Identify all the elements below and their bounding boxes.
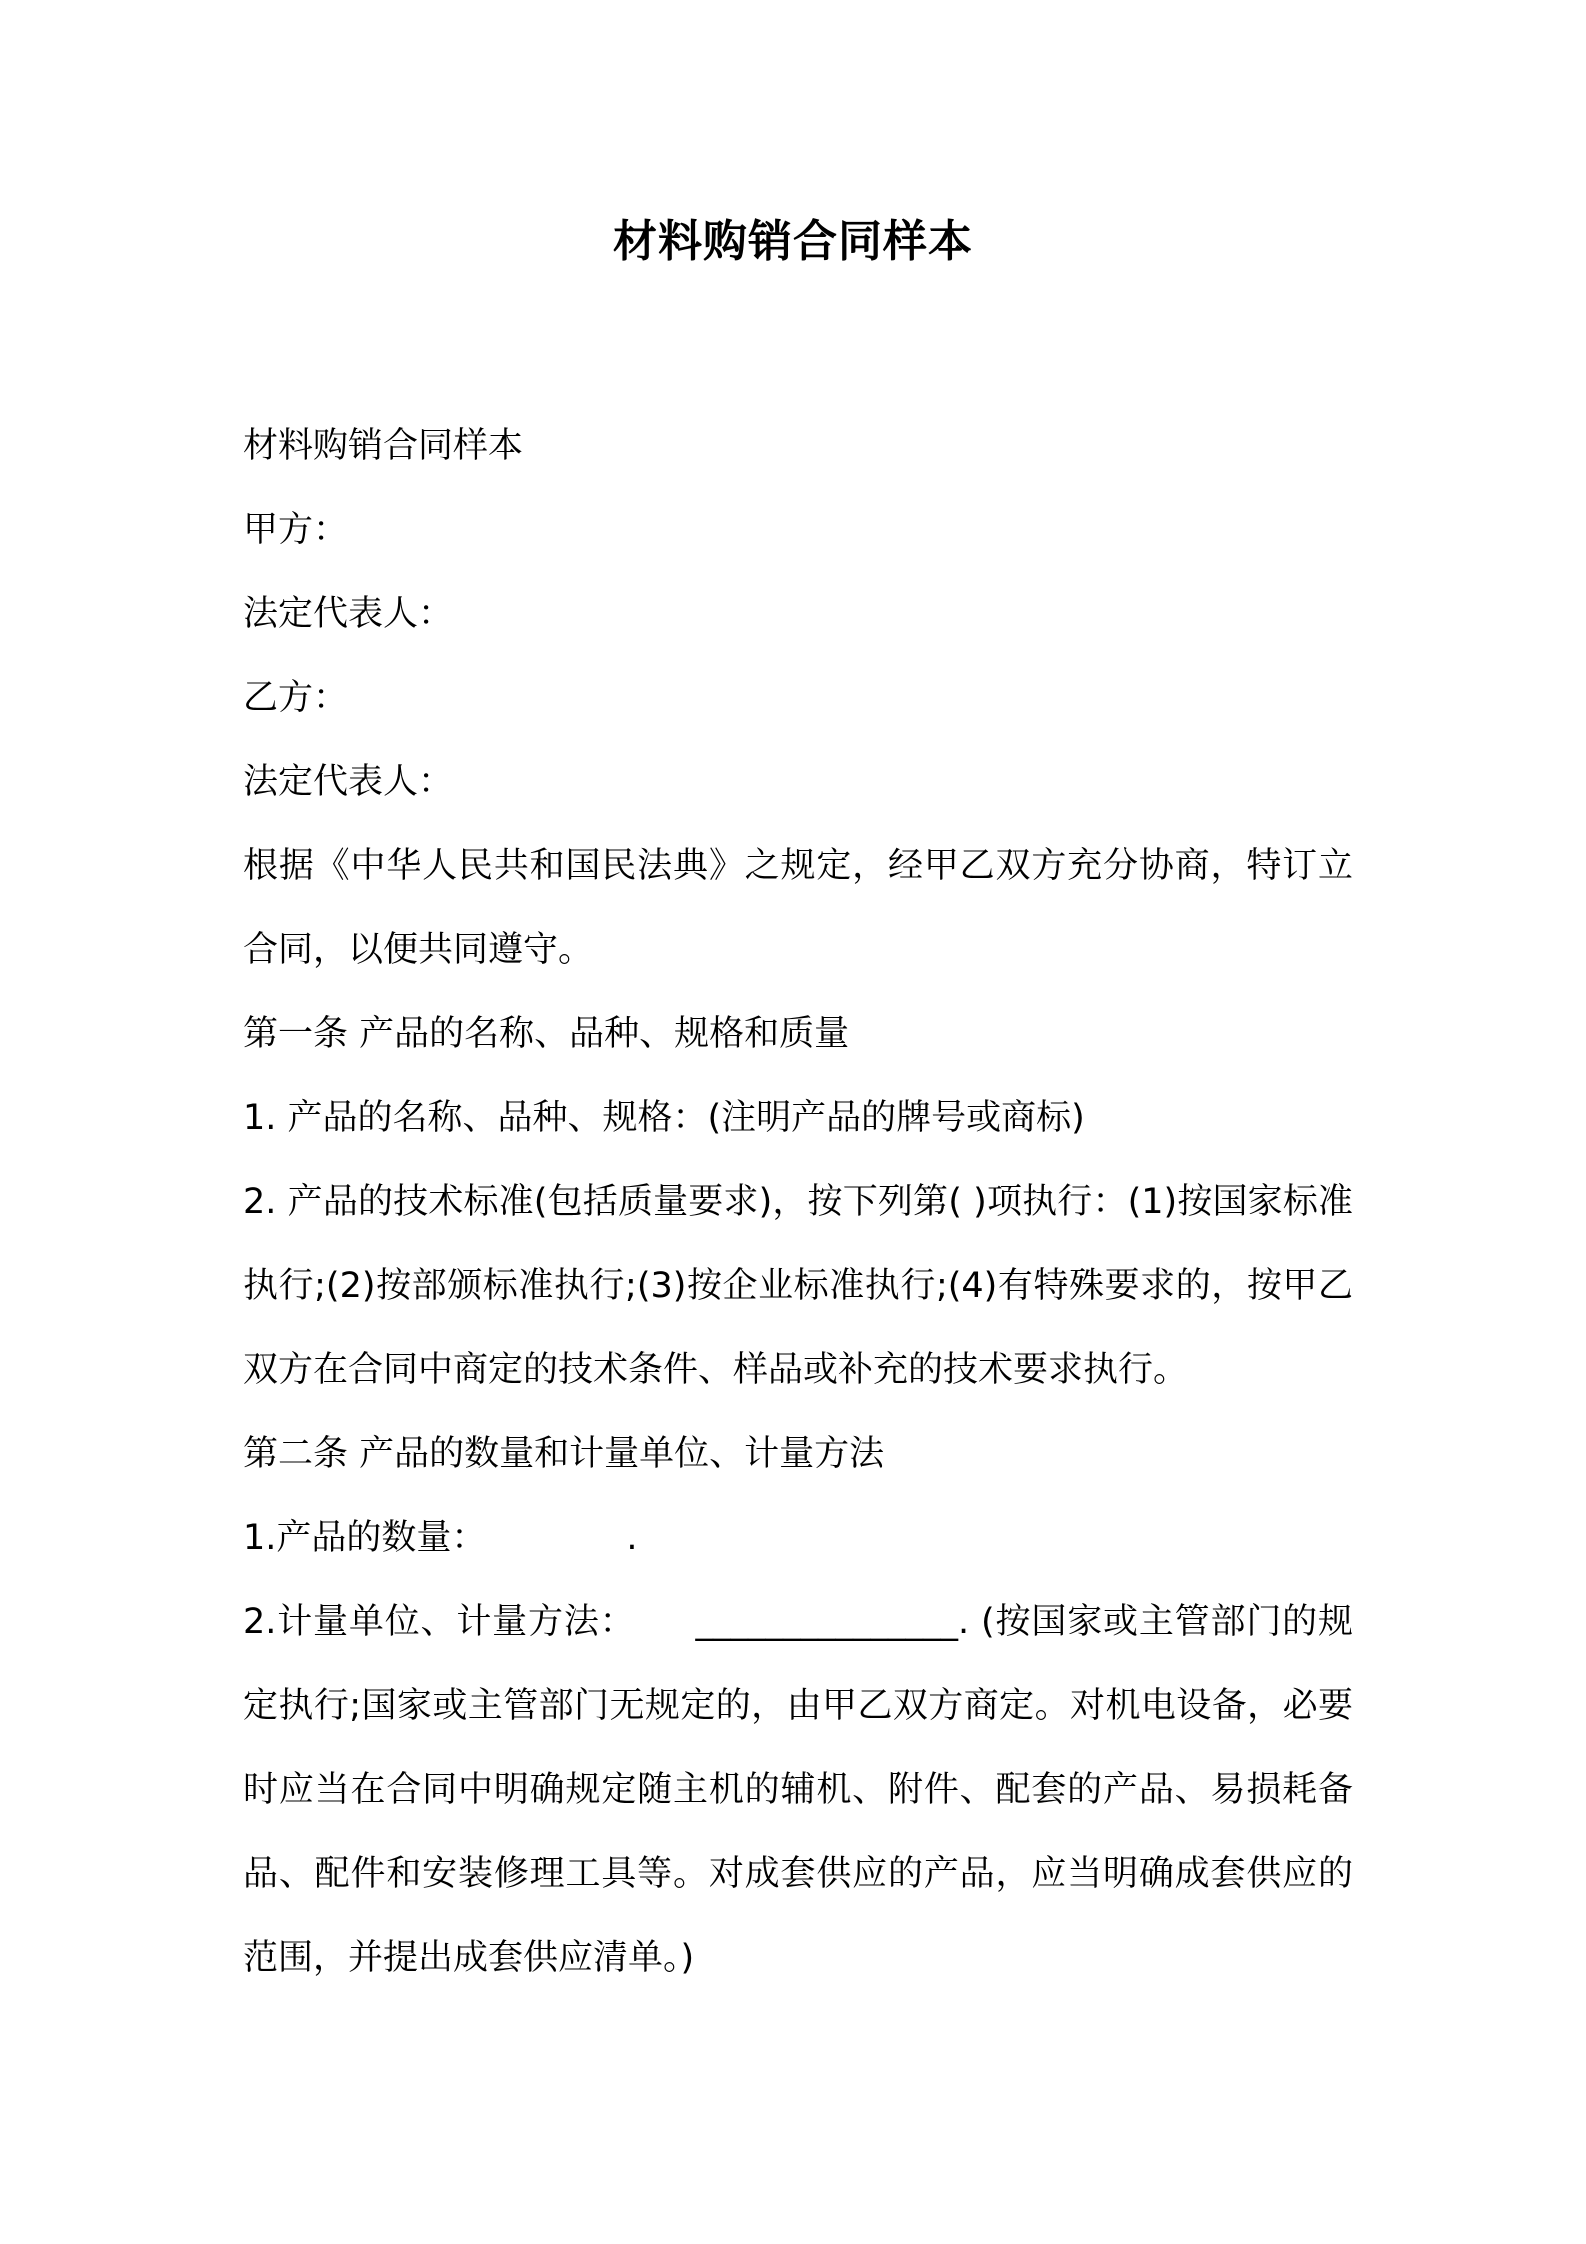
article-1-item-2: 2. 产品的技术标准(包括质量要求)，按下列第( )项执行：(1)按国家标准执行;(2)按部颁标准执行;(3)按企业标准执行;(4)有特殊要求的，按甲乙双方在合同中商定的技术条件、样品或补充的技术要求执行。 (243, 1182, 1353, 1390)
preamble-paragraph: 根据《中华人民共和国民法典》之规定，经甲乙双方充分协商，特订立合同，以便共同遵守。 (243, 846, 1353, 970)
article-2-item-2 (243, 1580, 1353, 2000)
unit-method-label: 2.计量单位、计量方法： (243, 1602, 636, 1642)
party-a-representative-field: 法定代表人： (243, 594, 454, 634)
document-body (243, 404, 1353, 2000)
party-b-representative-field: 法定代表人： (243, 762, 454, 802)
document-title: 材料购销合同样本 (613, 216, 973, 267)
article-1-heading: 第一条 产品的名称、品种、规格和质量 (243, 1014, 850, 1054)
quantity-label: 1.产品的数量： (243, 1518, 487, 1558)
article-1-item-1: 1. 产品的名称、品种、规格：(注明产品的牌号或商标) (243, 1098, 1085, 1138)
article-2-item-1 (243, 1496, 1353, 1580)
document-subtitle: 材料购销合同样本 (243, 426, 524, 466)
party-b-field: 乙方： (243, 678, 349, 718)
article-2-heading: 第二条 产品的数量和计量单位、计量方法 (243, 1434, 885, 1474)
party-a-field: 甲方： (243, 510, 349, 550)
unit-method-text: . (按国家或主管部门的规定执行;国家或主管部门无规定的，由甲乙双方商定。对机电设备，必要时应当在合同中明确规定随主机的辅机、附件、配套的产品、易损耗备品、配件和安装修理工具等。对成套供应的产品，应当明确成套供应的范围，并提出成套供应清单。) (243, 1602, 1353, 1978)
quantity-end-mark: . (626, 1518, 638, 1558)
unit-method-blank: _______________ (695, 1602, 958, 1642)
